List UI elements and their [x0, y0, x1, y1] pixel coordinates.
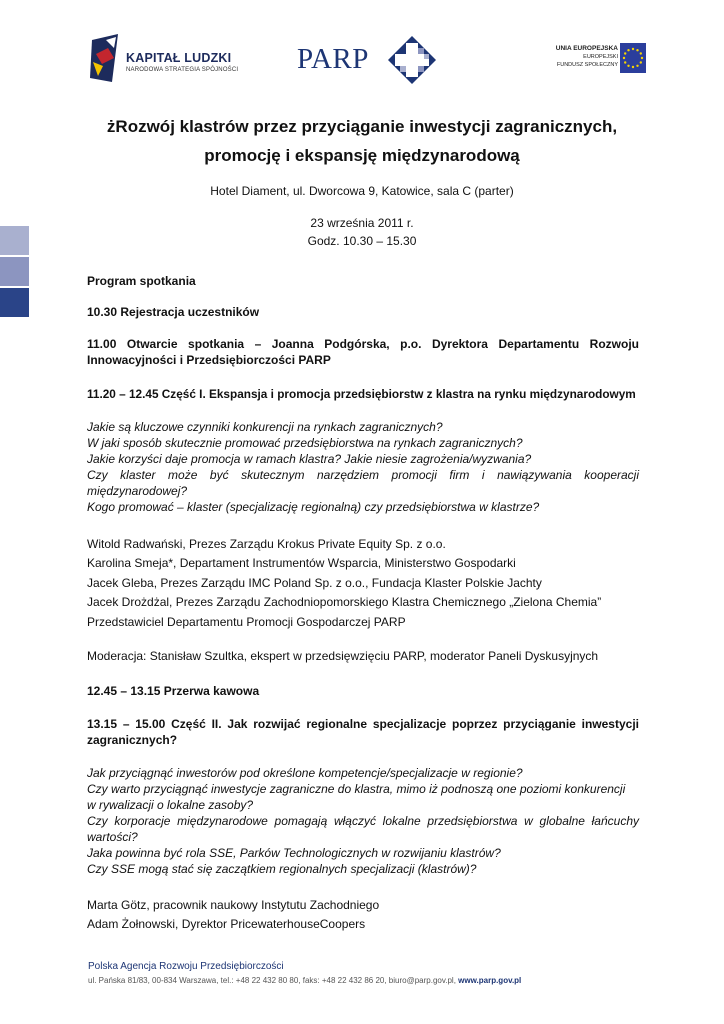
- eu-logo-line1: UNIA EUROPEJSKA: [555, 45, 618, 52]
- event-time: Godz. 10.30 – 15.30: [307, 234, 417, 248]
- question-item: Czy SSE mogą stać się zaczątkiem regionalnych specjalizacji (klastrów)?: [87, 862, 477, 876]
- opening-item: [87, 336, 639, 368]
- parp-emblem-icon: [387, 35, 437, 85]
- footer-contact: [88, 976, 521, 985]
- question-item: w rywalizacji o lokalne zasoby?: [87, 798, 254, 812]
- question-item: Jaka powinna być rola SSE, Parków Technologicznych w rozwijaniu klastrów?: [87, 846, 501, 860]
- eu-flag-icon: [620, 43, 646, 73]
- part2-speakers: [87, 896, 639, 935]
- program-heading: Program spotkania: [87, 274, 196, 288]
- question-item: Jak przyciągnąć inwestorów pod określone kompetencje/specjalizacje w regionie?: [87, 766, 523, 780]
- eu-logo-line3: FUNDUSZ SPOŁECZNY: [556, 62, 618, 68]
- venue: Hotel Diament, ul. Dworcowa 9, Katowice, sala C (parter): [210, 184, 514, 198]
- question-item: międzynarodowej?: [87, 484, 188, 498]
- break-item: 12.45 – 13.15 Przerwa kawowa: [87, 684, 260, 698]
- title-line-1: żRozwój klastrów przez przyciąganie inwestycji zagranicznych,: [106, 117, 618, 136]
- speaker-item: Karolina Smeja*, Departament Instrumentów Wsparcia, Ministerstwo Gospodarki: [87, 556, 516, 571]
- kapital-ludzki-subtitle: NARODOWA STRATEGIA SPÓJNOŚCI: [126, 67, 239, 73]
- speaker-item: Jacek Drożdżal, Prezes Zarządu Zachodniopomorskiego Klastra Chemicznego „Zielona Chemia”: [87, 595, 602, 610]
- part1-heading: 11.20 – 12.45 Część I. Ekspansja i promocja przedsiębiorstw z klastra na rynku międzynarodowym: [87, 387, 636, 401]
- question-item: Kogo promować – klaster (specjalizację regionalną) czy przedsiębiorstwa w klastrze?: [87, 500, 540, 514]
- question-item: wartości?: [87, 830, 138, 844]
- footer-org-name: Polska Agencja Rozwoju Przedsiębiorczości: [88, 961, 284, 972]
- question-item: W jaki sposób skutecznie promować przedsiębiorstwa na rynkach zagranicznych?: [87, 436, 523, 450]
- title-line-2: promocję i ekspansję międzynarodową: [204, 146, 520, 165]
- parp-wordmark: PARP: [297, 43, 369, 75]
- registration-item: 10.30 Rejestracja uczestników: [87, 305, 260, 319]
- question-item: Jakie korzyści daje promocja w ramach klastra? Jakie niesie zagrożenia/wyzwania?: [87, 452, 532, 466]
- question-item: Czy korporacje międzynarodowe pomagają włączyć lokalne przedsiębiorstwa w globalne łańcuchy: [87, 814, 639, 828]
- speaker-item: Adam Żołnowski, Dyrektor PricewaterhouseCoopers: [87, 917, 366, 932]
- eu-logo-line2: EUROPEJSKI: [583, 54, 618, 60]
- eu-logo: [520, 42, 646, 76]
- event-date: 23 września 2011 r.: [310, 216, 414, 230]
- speaker-item: Marta Götz, pracownik naukowy Instytutu Zachodniego: [87, 898, 380, 912]
- parp-logo: [297, 34, 442, 86]
- moderation: Moderacja: Stanisław Szultka, ekspert w przedsięwzięciu PARP, moderator Paneli Dyskusyjnych: [87, 649, 599, 663]
- part1-speakers: [87, 535, 639, 632]
- part2-heading-line-1: 13.15 – 15.00 Część II. Jak rozwijać regionalne specjalizacje poprzez przyciąganie inwestycji: [87, 717, 639, 731]
- part2-questions: [87, 765, 639, 877]
- part2-heading-line-2: zagranicznych?: [87, 733, 178, 747]
- footer-website-link[interactable]: www.parp.gov.pl: [458, 976, 522, 985]
- opening-line-2: Innowacyjności i Przedsiębiorczości PARP: [87, 353, 331, 367]
- part1-questions: [87, 419, 639, 515]
- kapital-ludzki-name: KAPITAŁ LUDZKI: [126, 51, 232, 65]
- kapital-ludzki-logo: [88, 32, 248, 84]
- speaker-item: Jacek Gleba, Prezes Zarządu IMC Poland Sp. z o.o., Fundacja Klaster Polskie Jachty: [87, 575, 542, 590]
- footer-address: ul. Pańska 81/83, 00-834 Warszawa, tel.: +48 22 432 80 80, faks: +48 22 432 86 20, biuro@parp.gov.pl,: [88, 976, 456, 985]
- side-block-middle: [0, 257, 29, 286]
- side-block-bottom: [0, 288, 29, 317]
- question-item: Czy warto przyciągnąć inwestycje zagraniczne do klastra, mimo iż podnoszą one poziomi konkurencji: [87, 782, 626, 796]
- kapital-ludzki-emblem-icon: [88, 32, 122, 84]
- speaker-item: Witold Radwański, Prezes Zarządu Krokus Private Equity Sp. z o.o.: [87, 537, 446, 551]
- question-item: Jakie są kluczowe czynniki konkurencji na rynkach zagranicznych?: [87, 420, 443, 434]
- part2-heading: [87, 716, 639, 748]
- page-title: [60, 112, 664, 170]
- question-item: Czy klaster może być skutecznym narzędziem promocji firm i nawiązywania kooperacji: [87, 468, 639, 482]
- speaker-item: Przedstawiciel Departamentu Promocji Gospodarczej PARP: [87, 614, 406, 629]
- side-block-top: [0, 226, 29, 255]
- opening-line-1: 11.00 Otwarcie spotkania – Joanna Podgórska, p.o. Dyrektora Departamentu Rozwoju: [87, 337, 639, 351]
